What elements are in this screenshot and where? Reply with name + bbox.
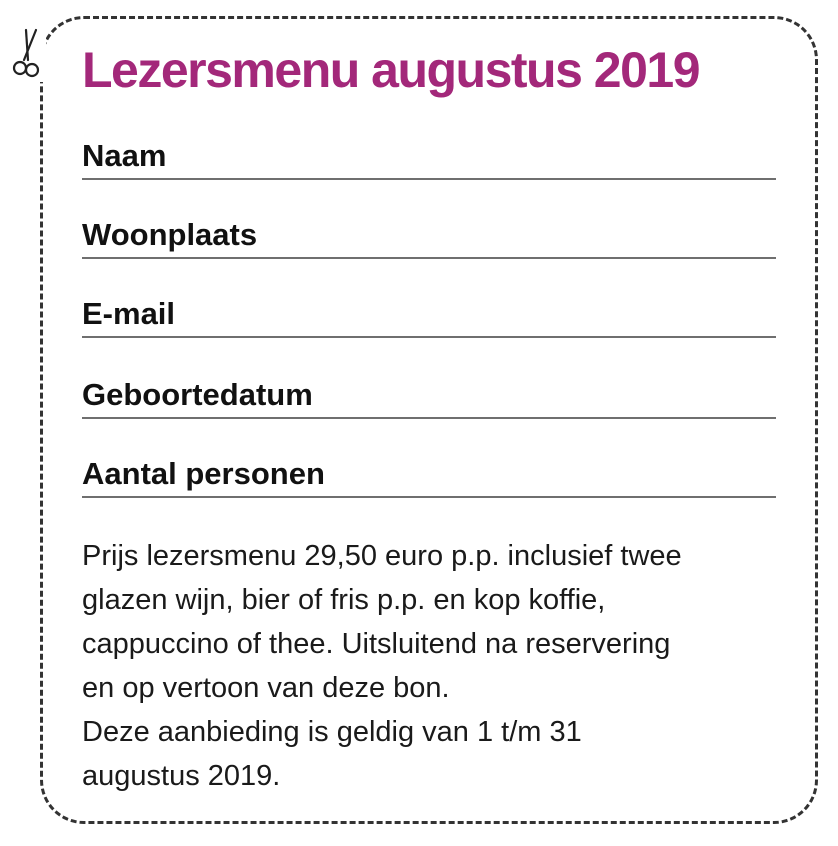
offer-line: cappuccino of thee. Uitsluitend na reservering bbox=[82, 628, 671, 660]
offer-line: augustus 2019. bbox=[82, 760, 281, 792]
birthdate-field-label: Geboortedatum bbox=[82, 377, 313, 412]
scissors-icon bbox=[6, 26, 46, 82]
offer-line: Deze aanbieding is geldig van 1 t/m 31 bbox=[82, 716, 582, 748]
email-field-label: E-mail bbox=[82, 296, 176, 331]
offer-line: Prijs lezersmenu 29,50 euro p.p. inclusief twee bbox=[82, 540, 682, 572]
offer-description bbox=[82, 534, 782, 798]
birthdate-field[interactable] bbox=[82, 369, 776, 419]
name-field[interactable] bbox=[82, 130, 776, 180]
page-title: Lezersmenu augustus 2019 bbox=[82, 42, 700, 98]
persons-field[interactable] bbox=[82, 448, 776, 498]
name-field-label: Naam bbox=[82, 138, 167, 173]
offer-line: glazen wijn, bier of fris p.p. en kop koffie, bbox=[82, 584, 606, 616]
persons-field-label: Aantal personen bbox=[82, 456, 325, 491]
residence-field[interactable] bbox=[82, 209, 776, 259]
residence-field-label: Woonplaats bbox=[82, 217, 258, 252]
offer-line: en op vertoon van deze bon. bbox=[82, 672, 450, 704]
email-field[interactable] bbox=[82, 288, 776, 338]
